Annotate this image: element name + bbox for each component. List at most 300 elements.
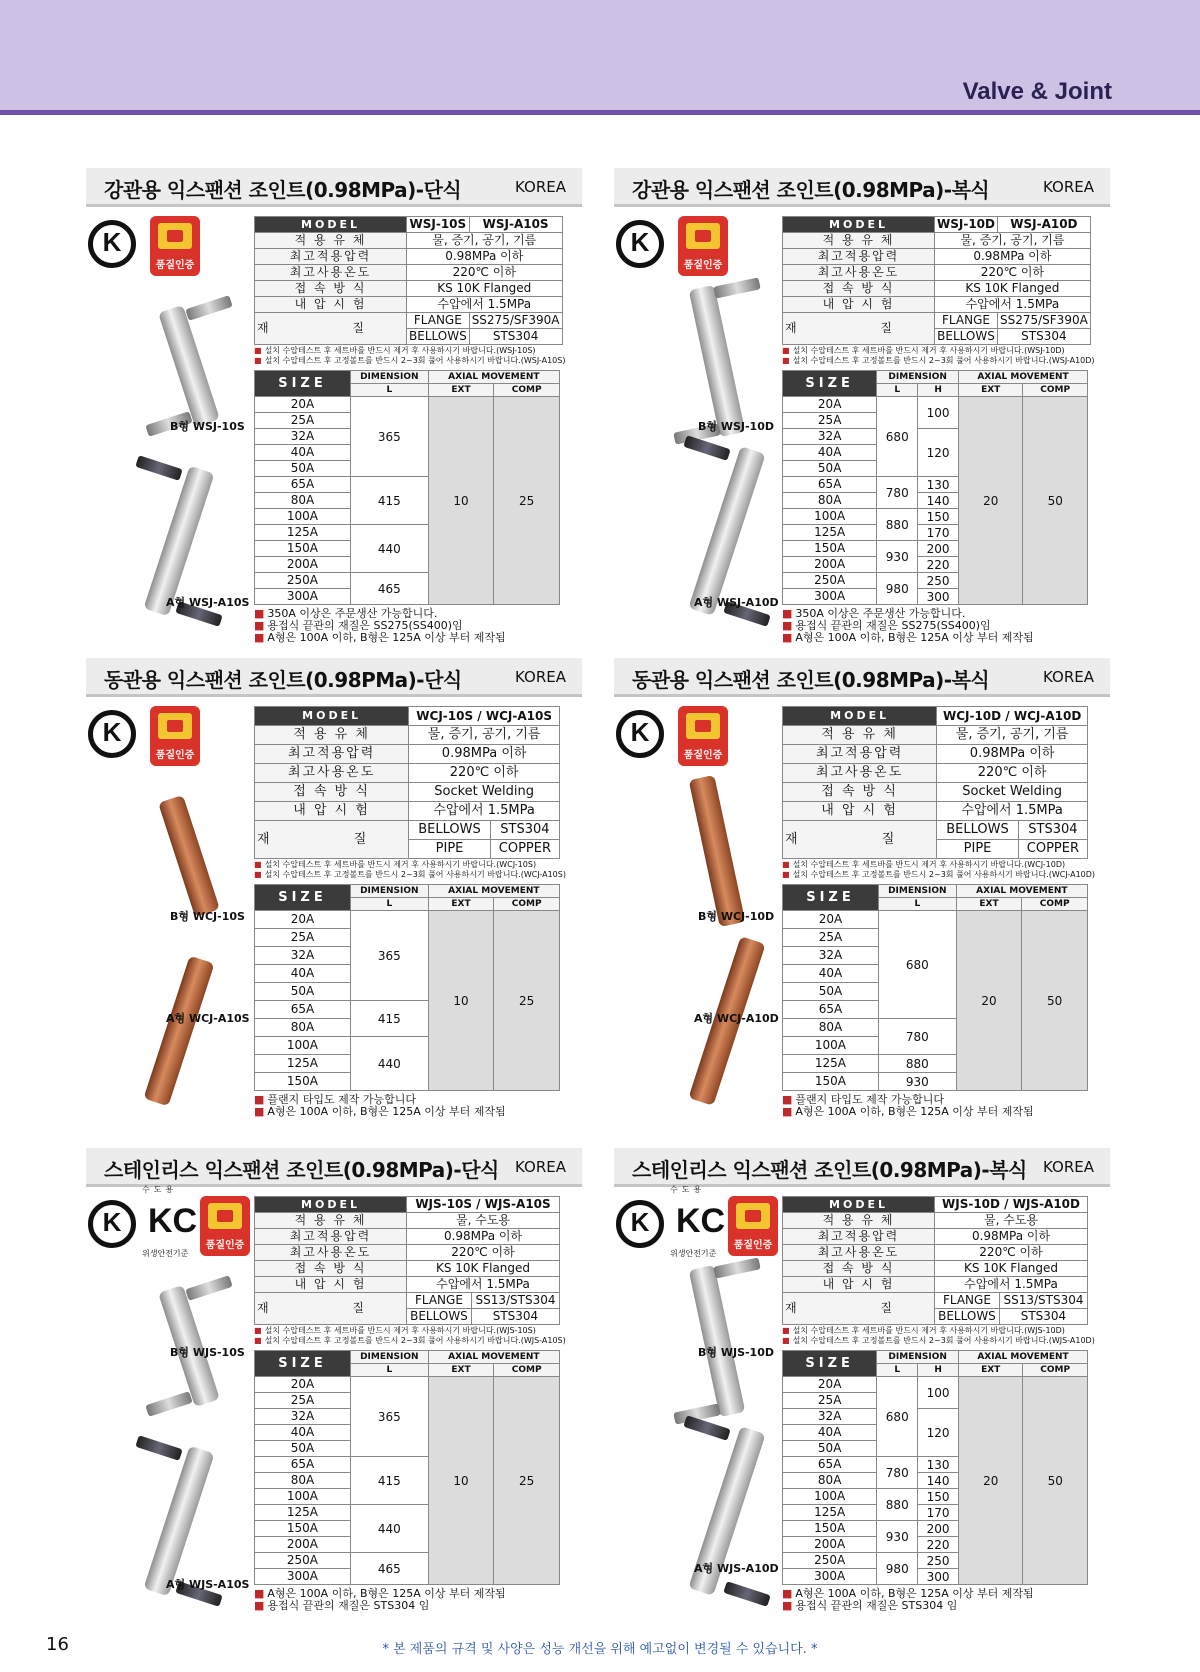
spec-label: 최고사용온도 xyxy=(255,764,409,783)
dimension-header: DIMENSION xyxy=(350,885,428,898)
section-title-bar xyxy=(86,168,582,207)
l-value-cell: 930 xyxy=(877,541,918,573)
spec-label: 접 속 방 식 xyxy=(255,783,409,802)
size-cell: 200A xyxy=(255,557,351,573)
l-value-cell: 365 xyxy=(350,397,428,477)
expansion-joint-pipe xyxy=(158,305,220,427)
spec-value: KS 10K Flanged xyxy=(935,1261,1088,1277)
model-header: MODEL xyxy=(255,1197,407,1213)
q-mark-icon xyxy=(686,223,720,249)
quality-certification-icon xyxy=(200,1196,250,1256)
model-name: WJS-10D / WJS-A10D xyxy=(935,1197,1088,1213)
size-cell: 300A xyxy=(255,1569,351,1585)
h-value-cell: 170 xyxy=(918,525,959,541)
product-note: ■ 용접식 끝관의 재질은 STS304 임 xyxy=(782,1600,1102,1612)
q-mark-icon xyxy=(158,713,192,739)
size-cell: 125A xyxy=(783,525,877,541)
product-caption: B형 WSJ-10S xyxy=(170,420,245,433)
material-part: BELLOWS xyxy=(407,329,470,345)
size-cell: 65A xyxy=(783,477,877,493)
comp-value-cell: 50 xyxy=(1023,1377,1088,1585)
quality-label: 품질인증 xyxy=(155,260,195,271)
installation-note: ■ 설치 수압테스트 후 세트바를 반드시 제거 후 사용하시기 바랍니다.(WJS-10S) xyxy=(254,1326,574,1336)
h-value-cell: 130 xyxy=(918,477,959,493)
spec-label: 내 압 시 험 xyxy=(255,802,409,821)
size-table xyxy=(782,370,1088,605)
installation-notes xyxy=(782,1326,1102,1346)
product-caption: B형 WSJ-10D xyxy=(698,420,774,433)
material-part: PIPE xyxy=(409,840,491,859)
size-cell: 100A xyxy=(255,1037,351,1055)
spec-table xyxy=(254,706,560,859)
origin-label: KOREA xyxy=(515,1158,566,1176)
size-cell: 100A xyxy=(783,509,877,525)
spec-label: 최고사용온도 xyxy=(783,1245,935,1261)
product-illustration xyxy=(654,296,774,636)
size-cell: 25A xyxy=(255,1393,351,1409)
installation-note: ■ 설치 수압테스트 후 고정볼트를 반드시 2~3회 풀어 사용하시기 바랍니다.(WJS-A10D) xyxy=(782,1336,1102,1346)
ext-header: EXT xyxy=(428,384,494,397)
spec-label: 최고사용온도 xyxy=(255,1245,407,1261)
size-table xyxy=(782,1350,1088,1585)
dimension-header: DIMENSION xyxy=(878,885,956,898)
quality-label: 품질인증 xyxy=(683,750,723,761)
product-section xyxy=(614,1148,1112,1638)
l-value-cell: 415 xyxy=(350,1001,428,1037)
model-name: WSJ-A10D xyxy=(997,217,1090,233)
material-value: STS304 xyxy=(469,329,562,345)
h-value-cell: 150 xyxy=(918,1489,959,1505)
kc-letters: KC xyxy=(676,1202,726,1240)
spec-label: 최고적용압력 xyxy=(255,1229,407,1245)
expansion-joint-pipe xyxy=(143,1446,214,1597)
h-value-cell: 100 xyxy=(918,1377,959,1409)
size-table xyxy=(254,1350,560,1585)
installation-notes xyxy=(254,860,574,880)
size-cell: 32A xyxy=(255,429,351,445)
product-notes xyxy=(254,1094,574,1118)
kc-subcaption: 위생안전기준 xyxy=(670,1249,717,1258)
section-title-bar xyxy=(614,1148,1110,1187)
spec-table xyxy=(782,706,1088,859)
certification-logos xyxy=(614,216,784,286)
ks-mark-letter: K xyxy=(102,227,122,257)
spec-label: 접 속 방 식 xyxy=(255,281,407,297)
spec-label: 적 용 유 체 xyxy=(783,233,935,249)
q-mark-icon xyxy=(736,1203,770,1229)
installation-note: ■ 설치 수압테스트 후 세트바를 반드시 제거 후 사용하시기 바랍니다.(WJS-10D) xyxy=(782,1326,1102,1336)
size-table xyxy=(782,884,1088,1091)
spec-value: 수압에서 1.5MPa xyxy=(935,1277,1088,1293)
spec-value: 0.98MPa 이하 xyxy=(409,745,560,764)
product-caption: B형 WJS-10S xyxy=(170,1346,245,1359)
spec-label: 적 용 유 체 xyxy=(783,1213,935,1229)
dimension-header: DIMENSION xyxy=(877,1351,959,1364)
product-notes xyxy=(782,1588,1102,1612)
ext-value-cell: 20 xyxy=(956,911,1022,1091)
l-value-cell: 440 xyxy=(350,525,428,573)
product-note: ■ 350A 이상은 주문생산 가능합니다. xyxy=(782,608,1102,620)
size-cell: 65A xyxy=(783,1001,879,1019)
spec-value: 220℃ 이하 xyxy=(937,764,1088,783)
size-cell: 80A xyxy=(255,493,351,509)
spec-table xyxy=(782,1196,1088,1325)
product-note: ■ A형은 100A 이하, B형은 125A 이상 부터 제작됨 xyxy=(782,1106,1102,1118)
h-value-cell: 300 xyxy=(918,1569,959,1585)
flange-icon xyxy=(145,1391,192,1417)
size-cell: 80A xyxy=(783,493,877,509)
product-caption: B형 WCJ-10D xyxy=(698,910,775,923)
quality-certification-icon xyxy=(150,216,200,276)
size-table xyxy=(254,884,560,1091)
section-title: 동관용 익스팬션 조인트(0.98MPa)-복식 xyxy=(632,668,990,692)
spec-value: Socket Welding xyxy=(409,783,560,802)
product-note: ■ 플랜지 타입도 제작 가능합니다 xyxy=(254,1094,574,1106)
material-value: SS275/SF390A xyxy=(997,313,1090,329)
footer-note: * 본 제품의 규격 및 사양은 성능 개선을 위해 예고없이 변경될 수 있습니다. * xyxy=(382,1642,818,1657)
kc-caption: 수도용 xyxy=(142,1185,178,1194)
size-cell: 25A xyxy=(783,413,877,429)
size-cell: 50A xyxy=(255,983,351,1001)
l-value-cell: 465 xyxy=(350,573,428,605)
size-cell: 20A xyxy=(783,911,879,929)
axial-movement-header: AXIAL MOVEMENT xyxy=(959,1351,1088,1364)
spec-label: 최고적용압력 xyxy=(783,249,935,265)
material-part: BELLOWS xyxy=(935,329,998,345)
installation-note: ■ 설치 수압테스트 후 세트바를 반드시 제거 후 사용하시기 바랍니다.(WSJ-10D) xyxy=(782,346,1102,356)
product-caption: A형 WJS-A10S xyxy=(166,1578,250,1591)
comp-header: COMP xyxy=(494,1364,560,1377)
ext-header: EXT xyxy=(428,898,494,911)
spec-value: 220℃ 이하 xyxy=(935,1245,1088,1261)
spec-value: KS 10K Flanged xyxy=(407,1261,560,1277)
h-value-cell: 140 xyxy=(918,493,959,509)
ks-mark-icon xyxy=(616,710,664,758)
size-cell: 25A xyxy=(783,1393,877,1409)
section-title: 동관용 익스팬션 조인트(0.98PMa)-단식 xyxy=(104,668,462,692)
comp-header: COMP xyxy=(494,384,560,397)
section-title: 강관용 익스팬션 조인트(0.98MPa)-단식 xyxy=(104,178,462,202)
installation-notes xyxy=(782,346,1102,366)
spec-label: 적 용 유 체 xyxy=(255,726,409,745)
size-cell: 20A xyxy=(783,397,877,413)
size-cell: 40A xyxy=(255,1425,351,1441)
axial-movement-header: AXIAL MOVEMENT xyxy=(959,371,1088,384)
axial-movement-header: AXIAL MOVEMENT xyxy=(428,371,559,384)
h-value-cell: 220 xyxy=(918,557,959,573)
expansion-joint-pipe xyxy=(689,285,746,437)
product-section xyxy=(86,658,584,1148)
flange-icon xyxy=(135,1435,182,1461)
section-title-bar xyxy=(86,1148,582,1187)
ks-mark-letter: K xyxy=(630,1207,650,1237)
spec-value: Socket Welding xyxy=(937,783,1088,802)
model-header: MODEL xyxy=(255,217,407,233)
size-cell: 40A xyxy=(255,445,351,461)
l-header: L xyxy=(877,384,918,397)
size-cell: 250A xyxy=(255,573,351,589)
spec-value: 물, 수도용 xyxy=(935,1213,1088,1229)
l-value-cell: 415 xyxy=(350,1457,428,1505)
kc-letters: KC xyxy=(148,1202,198,1240)
product-note: ■ 용접식 끝관의 재질은 STS304 임 xyxy=(254,1600,574,1612)
installation-note: ■ 설치 수압테스트 후 고정볼트를 반드시 2~3회 풀어 사용하시기 바랍니다.(WJS-A10S) xyxy=(254,1336,574,1346)
ks-mark-letter: K xyxy=(630,227,650,257)
ks-mark-letter: K xyxy=(630,717,650,747)
l-value-cell: 980 xyxy=(877,1553,918,1585)
spec-label: 접 속 방 식 xyxy=(783,783,937,802)
page-number: 16 xyxy=(46,1634,69,1655)
expansion-joint-pipe xyxy=(689,1265,746,1417)
product-section xyxy=(614,168,1112,658)
l-value-cell: 680 xyxy=(877,397,918,477)
product-notes xyxy=(782,608,1102,644)
spec-value: 물, 증기, 공기, 기름 xyxy=(409,726,560,745)
ks-mark-icon xyxy=(616,1200,664,1248)
spec-label: 내 압 시 험 xyxy=(255,297,407,313)
installation-note: ■ 설치 수압테스트 후 고정볼트를 반드시 2~3회 풀어 사용하시기 바랍니다.(WSJ-A10S) xyxy=(254,356,574,366)
size-cell: 150A xyxy=(255,541,351,557)
material-label: 재 질 xyxy=(255,313,407,345)
l-value-cell: 780 xyxy=(877,477,918,509)
material-value: STS304 xyxy=(997,329,1090,345)
spec-value: 물, 수도용 xyxy=(407,1213,560,1229)
size-cell: 50A xyxy=(783,461,877,477)
material-value: COPPER xyxy=(490,840,559,859)
h-value-cell: 220 xyxy=(918,1537,959,1553)
size-cell: 25A xyxy=(255,413,351,429)
section-title-bar xyxy=(614,168,1110,207)
size-cell: 100A xyxy=(255,1489,351,1505)
spec-label: 내 압 시 험 xyxy=(783,802,937,821)
size-cell: 250A xyxy=(783,1553,877,1569)
spec-label: 적 용 유 체 xyxy=(255,233,407,249)
expansion-joint-pipe xyxy=(689,775,746,927)
material-part: BELLOWS xyxy=(407,1309,472,1325)
certification-logos xyxy=(614,706,784,776)
spec-label: 접 속 방 식 xyxy=(255,1261,407,1277)
size-cell: 32A xyxy=(783,1409,877,1425)
spec-table xyxy=(782,216,1091,345)
kc-mark-icon xyxy=(670,1185,726,1258)
spec-value: 220℃ 이하 xyxy=(935,265,1091,281)
section-title: 스테인리스 익스팬션 조인트(0.98MPa)-복식 xyxy=(632,1158,1027,1182)
model-header: MODEL xyxy=(783,217,935,233)
comp-value-cell: 25 xyxy=(494,1377,560,1585)
certification-logos xyxy=(86,706,256,776)
product-caption: A형 WSJ-A10D xyxy=(694,596,779,609)
installation-note: ■ 설치 수압테스트 후 고정볼트를 반드시 2~3회 풀어 사용하시기 바랍니다.(WCJ-A10D) xyxy=(782,870,1102,880)
size-cell: 40A xyxy=(783,445,877,461)
quality-certification-icon xyxy=(678,706,728,766)
q-mark-icon xyxy=(208,1203,242,1229)
kc-mark-icon xyxy=(142,1185,198,1258)
quality-label: 품질인증 xyxy=(155,750,195,761)
material-part: BELLOWS xyxy=(409,821,491,840)
size-cell: 80A xyxy=(255,1019,351,1037)
material-label: 재 질 xyxy=(255,821,409,859)
quality-certification-icon xyxy=(150,706,200,766)
size-cell: 20A xyxy=(255,397,351,413)
material-label: 재 질 xyxy=(783,313,935,345)
size-cell: 150A xyxy=(783,1521,877,1537)
section-title: 스테인리스 익스팬션 조인트(0.98MPa)-단식 xyxy=(104,1158,499,1182)
material-part: FLANGE xyxy=(407,313,470,329)
kc-subcaption: 위생안전기준 xyxy=(142,1249,189,1258)
l-value-cell: 880 xyxy=(878,1055,956,1073)
ext-header: EXT xyxy=(959,1364,1023,1377)
material-part: PIPE xyxy=(937,840,1019,859)
h-value-cell: 120 xyxy=(918,1409,959,1457)
comp-header: COMP xyxy=(1023,1364,1088,1377)
spec-value: 0.98MPa 이하 xyxy=(935,249,1091,265)
quality-label: 품질인증 xyxy=(683,260,723,271)
size-cell: 40A xyxy=(783,965,879,983)
installation-notes xyxy=(782,860,1102,880)
spec-label: 적 용 유 체 xyxy=(783,726,937,745)
product-section xyxy=(86,168,584,658)
material-label: 재 질 xyxy=(783,821,937,859)
ext-value-cell: 10 xyxy=(428,1377,494,1585)
spec-value: KS 10K Flanged xyxy=(935,281,1091,297)
l-value-cell: 880 xyxy=(877,1489,918,1521)
product-note: ■ A형은 100A 이하, B형은 125A 이상 부터 제작됨 xyxy=(254,1588,574,1600)
spec-table xyxy=(254,1196,560,1325)
page-title: Valve & Joint xyxy=(962,78,1112,105)
ext-value-cell: 20 xyxy=(959,1377,1023,1585)
product-illustration xyxy=(126,296,246,636)
section-title-bar xyxy=(86,658,582,697)
ks-mark-letter: K xyxy=(102,1207,122,1237)
product-note: ■ A형은 100A 이하, B형은 125A 이상 부터 제작됨 xyxy=(782,632,1102,644)
h-value-cell: 250 xyxy=(918,1553,959,1569)
comp-header: COMP xyxy=(1022,898,1088,911)
quality-label: 품질인증 xyxy=(205,1240,245,1251)
expansion-joint-pipe xyxy=(688,446,765,616)
size-cell: 40A xyxy=(255,965,351,983)
ext-value-cell: 10 xyxy=(428,397,494,605)
kc-caption: 수도용 xyxy=(670,1185,706,1194)
size-cell: 50A xyxy=(783,983,879,1001)
model-name: WJS-10S / WJS-A10S xyxy=(407,1197,560,1213)
size-cell: 20A xyxy=(255,1377,351,1393)
section-title: 강관용 익스팬션 조인트(0.98MPa)-복식 xyxy=(632,178,990,202)
spec-value: 220℃ 이하 xyxy=(407,265,563,281)
h-value-cell: 130 xyxy=(918,1457,959,1473)
size-cell: 80A xyxy=(783,1019,879,1037)
size-cell: 125A xyxy=(255,525,351,541)
product-caption: A형 WCJ-A10D xyxy=(694,1012,779,1025)
quality-certification-icon xyxy=(728,1196,778,1256)
l-value-cell: 415 xyxy=(350,477,428,525)
axial-movement-header: AXIAL MOVEMENT xyxy=(956,885,1087,898)
ks-mark-icon xyxy=(88,220,136,268)
size-cell: 150A xyxy=(783,541,877,557)
size-cell: 125A xyxy=(255,1055,351,1073)
spec-value: KS 10K Flanged xyxy=(407,281,563,297)
size-cell: 125A xyxy=(783,1055,879,1073)
quality-certification-icon xyxy=(678,216,728,276)
size-cell: 40A xyxy=(783,1425,877,1441)
product-caption: A형 WJS-A10D xyxy=(694,1562,779,1575)
size-cell: 25A xyxy=(255,929,351,947)
size-cell: 65A xyxy=(783,1457,877,1473)
h-value-cell: 250 xyxy=(918,573,959,589)
spec-value: 수압에서 1.5MPa xyxy=(407,297,563,313)
spec-value: 물, 증기, 공기, 기름 xyxy=(935,233,1091,249)
material-value: STS304 xyxy=(1018,821,1087,840)
size-table xyxy=(254,370,560,605)
flange-icon xyxy=(185,1275,232,1301)
origin-label: KOREA xyxy=(1043,668,1094,686)
product-note: ■ A형은 100A 이하, B형은 125A 이상 부터 제작됨 xyxy=(782,1588,1102,1600)
h-value-cell: 140 xyxy=(918,1473,959,1489)
product-notes xyxy=(254,608,574,644)
size-cell: 300A xyxy=(783,1569,877,1585)
size-cell: 200A xyxy=(255,1537,351,1553)
spec-value: 수압에서 1.5MPa xyxy=(935,297,1091,313)
ext-header: EXT xyxy=(428,1364,494,1377)
l-header: L xyxy=(877,1364,918,1377)
spec-value: 220℃ 이하 xyxy=(409,764,560,783)
size-cell: 150A xyxy=(255,1073,351,1091)
dimension-header: DIMENSION xyxy=(350,371,428,384)
model-name: WSJ-10S xyxy=(407,217,470,233)
material-label: 재 질 xyxy=(255,1293,407,1325)
ks-mark-letter: K xyxy=(102,717,122,747)
size-header: SIZE xyxy=(783,1351,877,1377)
spec-value: 수압에서 1.5MPa xyxy=(409,802,560,821)
flange-icon xyxy=(723,1581,770,1607)
product-note: ■ 플랜지 타입도 제작 가능합니다 xyxy=(782,1094,1102,1106)
spec-label: 내 압 시 험 xyxy=(783,1277,935,1293)
l-header: L xyxy=(350,1364,428,1377)
size-cell: 50A xyxy=(783,1441,877,1457)
installation-note: ■ 설치 수압테스트 후 세트바를 반드시 제거 후 사용하시기 바랍니다.(WCJ-10S) xyxy=(254,860,574,870)
installation-note: ■ 설치 수압테스트 후 세트바를 반드시 제거 후 사용하시기 바랍니다.(WSJ-10S) xyxy=(254,346,574,356)
l-value-cell: 930 xyxy=(877,1521,918,1553)
comp-header: COMP xyxy=(494,898,560,911)
l-header: L xyxy=(350,384,428,397)
size-header: SIZE xyxy=(783,371,877,397)
material-value: STS304 xyxy=(999,1309,1087,1325)
material-part: FLANGE xyxy=(935,1293,1000,1309)
size-cell: 50A xyxy=(255,1441,351,1457)
l-value-cell: 780 xyxy=(878,1019,956,1055)
size-cell: 125A xyxy=(255,1505,351,1521)
l-value-cell: 365 xyxy=(350,911,428,1001)
material-value: SS13/STS304 xyxy=(471,1293,559,1309)
spec-table xyxy=(254,216,563,345)
origin-label: KOREA xyxy=(515,178,566,196)
model-name: WSJ-10D xyxy=(935,217,998,233)
l-value-cell: 680 xyxy=(878,911,956,1019)
dimension-header: DIMENSION xyxy=(877,371,959,384)
product-note: ■ 350A 이상은 주문생산 가능합니다. xyxy=(254,608,574,620)
spec-value: 0.98MPa 이하 xyxy=(407,1229,560,1245)
h-value-cell: 300 xyxy=(918,589,959,605)
l-value-cell: 980 xyxy=(877,573,918,605)
size-header: SIZE xyxy=(255,885,351,911)
spec-value: 수압에서 1.5MPa xyxy=(937,802,1088,821)
size-cell: 65A xyxy=(255,477,351,493)
l-value-cell: 365 xyxy=(350,1377,428,1457)
origin-label: KOREA xyxy=(1043,178,1094,196)
comp-value-cell: 25 xyxy=(494,911,560,1091)
product-caption: B형 WJS-10D xyxy=(698,1346,774,1359)
installation-note: ■ 설치 수압테스트 후 고정볼트를 반드시 2~3회 풀어 사용하시기 바랍니다.(WSJ-A10D) xyxy=(782,356,1102,366)
model-header: MODEL xyxy=(783,1197,935,1213)
